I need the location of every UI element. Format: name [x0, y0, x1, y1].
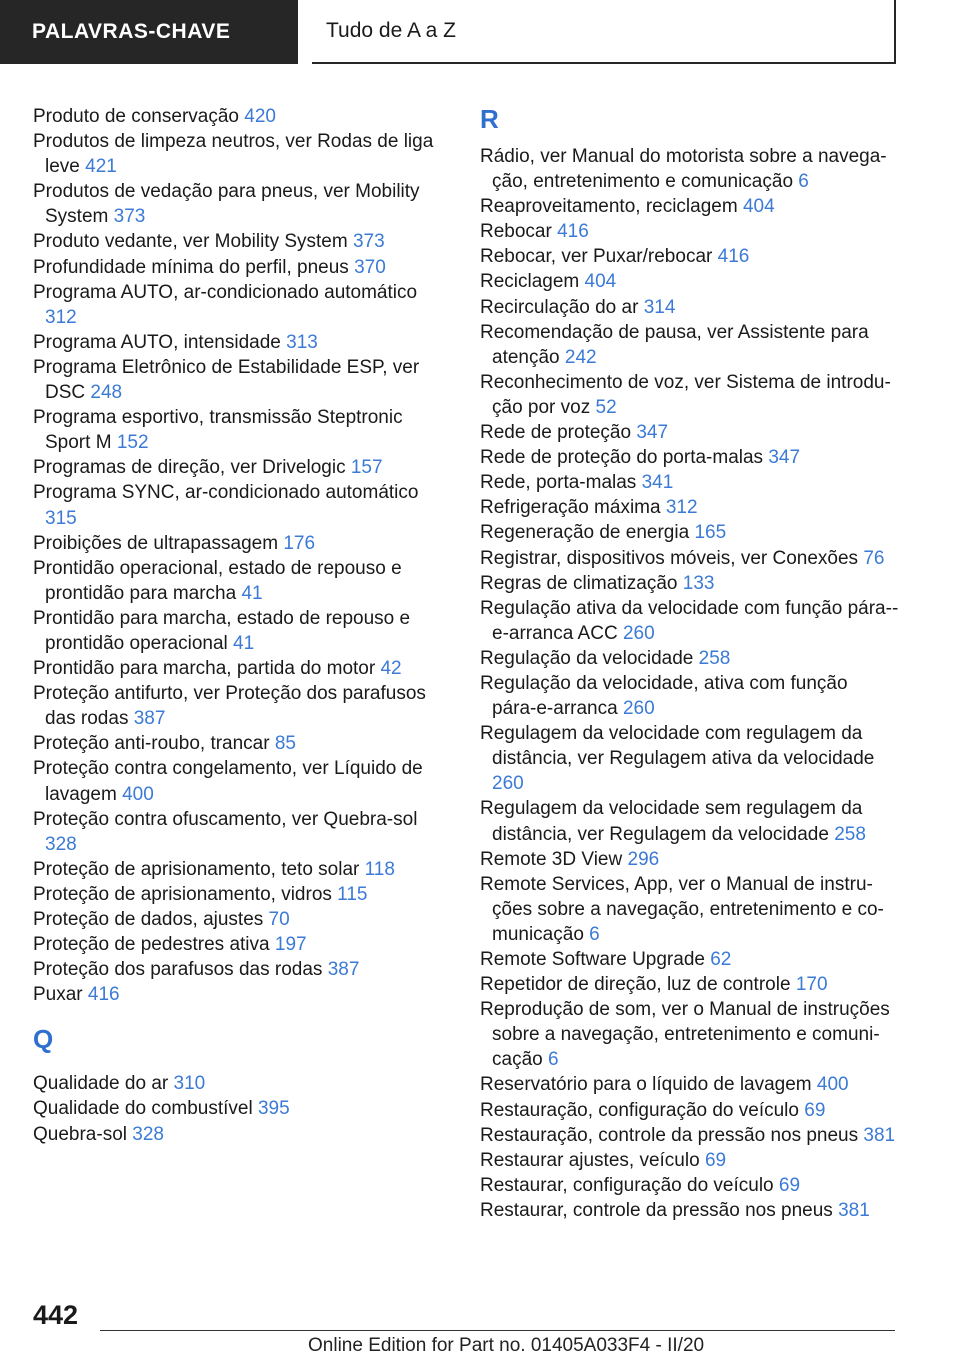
index-page-link[interactable]: 328: [45, 833, 77, 855]
index-entry: [480, 1148, 900, 1173]
index-entry-text: Proibições de ultrapassagem: [33, 532, 279, 554]
index-entry-text: Rebocar: [480, 221, 552, 243]
index-entry: [480, 495, 900, 520]
index-entry: [33, 355, 438, 405]
index-page-link[interactable]: 370: [354, 256, 386, 278]
index-entry-text: Regras de climatização: [480, 572, 678, 594]
index-entry-text: Reaproveitamento, reciclagem: [480, 196, 738, 218]
index-column-left: [33, 104, 438, 1147]
index-entry-text: Remote 3D View: [480, 848, 623, 870]
index-page-link[interactable]: 310: [173, 1073, 206, 1095]
index-entry: [33, 531, 438, 556]
index-entry-text: Refrigeração máxima: [480, 497, 661, 519]
index-entry: [480, 847, 900, 872]
index-page-link[interactable]: 242: [564, 346, 597, 368]
index-entry: [33, 756, 438, 806]
index-entry-text: Puxar: [33, 984, 83, 1006]
index-page-link[interactable]: 41: [241, 582, 263, 604]
index-entry-text: Regulação da velocidade: [480, 647, 694, 669]
index-page-link[interactable]: 42: [380, 658, 402, 680]
index-entry: [480, 470, 900, 495]
index-entry-text: Prontidão para marcha, estado de repouso e prontidão operacional: [33, 607, 411, 654]
index-entry-text: Proteção contra congelamento, ver Líquido de lavagem: [33, 758, 423, 805]
index-entry-text: Proteção de aprisionamento, vidros: [33, 883, 332, 905]
index-entry: [480, 596, 900, 646]
subsection-tab: Tudo de A a Z: [312, 0, 896, 64]
index-page-link[interactable]: 313: [286, 331, 318, 353]
index-page-link[interactable]: 69: [778, 1174, 801, 1196]
index-entry: [480, 796, 900, 846]
index-entry-text: Recomendação de pausa, ver Assistente para atenção: [480, 321, 869, 368]
index-list-q: [33, 1071, 438, 1146]
index-entry: [33, 129, 438, 179]
index-entry-text: Programa SYNC, ar-condicionado automático: [33, 482, 419, 504]
page-number: 442: [33, 1300, 79, 1330]
index-entry: [33, 1071, 438, 1096]
index-page-link[interactable]: 62: [710, 949, 732, 970]
index-entry-text: Remote Software Upgrade: [480, 949, 705, 970]
index-entry-text: Rede de proteção: [480, 422, 632, 444]
index-entry-text: Repetidor de direção, luz de controle: [480, 974, 791, 996]
index-entry-text: Programa AUTO, ar-condicionado automático: [33, 281, 418, 303]
index-entry: [480, 947, 900, 972]
index-entry: [480, 370, 900, 420]
index-entry-text: Quebra-sol: [33, 1123, 127, 1145]
index-entry-text: Restaurar, configuração do veículo: [480, 1174, 774, 1196]
index-entry: [33, 882, 438, 907]
index-entry-text: Proteção de aprisionamento, teto solar: [33, 858, 360, 880]
index-entry-text: Restauração, controle da pressão nos pneus: [480, 1124, 859, 1146]
index-entry-text: Programa Eletrônico de Estabilidade ESP, ver DSC: [33, 356, 420, 404]
footer-divider: [100, 1330, 895, 1331]
index-entry-text: Regulagem da velocidade sem regulagem da distância, ver Regulagem da velocidade: [480, 798, 863, 845]
index-page-link[interactable]: 260: [622, 622, 655, 644]
index-entry: [33, 731, 438, 756]
index-entry-text: Programas de direção, ver Drivelogic: [33, 457, 346, 479]
index-page-link[interactable]: 260: [492, 773, 524, 795]
index-entry-text: Prontidão para marcha, partida do motor: [33, 658, 376, 680]
edition-note: Online Edition for Part no. 01405A033F4 - II/20: [308, 1335, 705, 1356]
index-entry-text: Proteção anti-roubo, trancar: [33, 733, 270, 755]
index-entry: [33, 480, 438, 530]
index-page-link[interactable]: 69: [804, 1099, 826, 1121]
index-page-link[interactable]: 347: [768, 447, 801, 469]
index-entry-text: Regulagem da velocidade com regulagem da distância, ver Regulagem ativa da velocidade: [480, 723, 875, 770]
index-page-link[interactable]: 312: [45, 306, 77, 328]
index-entry: [480, 269, 900, 294]
index-entry: [33, 857, 438, 882]
index-entry-text: Reconhecimento de voz, ver Sistema de introdução por voz: [480, 371, 891, 418]
index-entry: [480, 972, 900, 997]
index-entry-text: Rádio, ver Manual do motorista sobre a navegação, entretenimento e comunicação: [480, 146, 887, 193]
index-entry-text: Produtos de vedação para pneus, ver Mobility System: [33, 181, 420, 228]
index-entry-text: Recirculação do ar: [480, 296, 639, 318]
index-entry-text: Registrar, dispositivos móveis, ver Conexões: [480, 547, 859, 569]
index-entry-text: Prontidão operacional, estado de repouso e prontidão para marcha: [33, 557, 402, 604]
index-page-link[interactable]: 347: [636, 422, 669, 444]
index-entry: [33, 656, 438, 681]
index-entry: [33, 229, 438, 254]
index-entry-text: Reciclagem: [480, 271, 580, 293]
index-page-link[interactable]: 312: [665, 497, 698, 519]
index-entry: [480, 1072, 900, 1097]
index-page-link[interactable]: 395: [257, 1098, 290, 1120]
index-page-link[interactable]: 76: [863, 547, 885, 569]
index-entry: [480, 219, 900, 244]
index-page-link[interactable]: 400: [122, 783, 154, 805]
index-page-link[interactable]: 152: [116, 432, 149, 454]
index-entry: [480, 571, 900, 596]
index-page-link[interactable]: 381: [863, 1124, 896, 1146]
index-entry: [33, 907, 438, 932]
page-header: [0, 0, 960, 66]
index-entry: [33, 179, 438, 229]
index-page-link[interactable]: 420: [244, 106, 276, 127]
index-entry: [480, 144, 900, 194]
index-page-link[interactable]: 373: [352, 231, 385, 253]
index-entry-text: Rede, porta-malas: [480, 472, 637, 494]
index-entry: [480, 1198, 900, 1223]
index-page-link[interactable]: 170: [795, 974, 828, 996]
index-entry-text: Regulação da velocidade, ativa com função pára-e-arranca: [480, 672, 848, 720]
index-entry-text: Proteção antifurto, ver Proteção dos parafusos das rodas: [33, 683, 426, 730]
index-entry-text: Qualidade do ar: [33, 1073, 169, 1095]
index-entry: [33, 405, 438, 455]
index-page-link[interactable]: 314: [643, 296, 676, 318]
index-page-link[interactable]: 118: [364, 858, 395, 880]
index-entry-text: Rebocar, ver Puxar/rebocar: [480, 246, 713, 268]
index-entry-text: Proteção dos parafusos das rodas: [33, 959, 323, 981]
index-page-link[interactable]: 404: [742, 196, 775, 218]
index-page-link[interactable]: 341: [641, 472, 674, 494]
index-entry: [33, 556, 438, 606]
index-page-link[interactable]: 381: [838, 1199, 870, 1221]
index-page-link[interactable]: 165: [694, 522, 727, 544]
index-entry: [33, 1122, 438, 1147]
index-entry: [480, 445, 900, 470]
index-entry-text: Restaurar ajustes, veículo: [480, 1149, 700, 1171]
index-entry-text: Produtos de limpeza neutros, ver Rodas de liga leve: [33, 131, 434, 178]
index-entry-text: Proteção de dados, ajustes: [33, 909, 264, 930]
index-entry: [33, 255, 438, 280]
index-entry: [33, 606, 438, 656]
index-entry: [480, 420, 900, 445]
index-page-link[interactable]: 69: [704, 1149, 727, 1171]
index-entry: [480, 872, 900, 947]
index-entry-text: Regeneração de energia: [480, 522, 690, 544]
index-page-link[interactable]: 197: [274, 934, 307, 956]
index-entry-text: Restauração, configuração do veículo: [480, 1099, 799, 1121]
tab-separator: [298, 0, 312, 64]
index-entry: [33, 932, 438, 957]
index-list-p: [33, 104, 438, 1007]
index-page-link[interactable]: 52: [595, 396, 617, 418]
index-page-link[interactable]: 6: [798, 171, 809, 193]
index-page-link[interactable]: 416: [717, 246, 750, 268]
index-entry-text: Programa esportivo, transmissão Steptronic Sport M: [33, 407, 403, 454]
index-page-link[interactable]: 315: [45, 507, 77, 529]
index-page-link[interactable]: 258: [834, 823, 866, 845]
index-page-link[interactable]: 421: [85, 156, 117, 178]
index-entry-text: Proteção contra ofuscamento, ver Quebra-sol: [33, 808, 418, 830]
index-entry: [480, 194, 900, 219]
index-page-link[interactable]: 296: [627, 848, 660, 870]
index-entry: [480, 546, 900, 571]
index-page-link[interactable]: 404: [584, 271, 617, 293]
index-entry: [33, 330, 438, 355]
index-entry: [33, 807, 438, 857]
index-page-link[interactable]: 6: [589, 923, 600, 945]
index-list-r: [480, 144, 900, 1223]
index-page-link[interactable]: 157: [350, 457, 383, 479]
index-entry: [33, 104, 438, 129]
index-page-link[interactable]: 416: [87, 984, 120, 1006]
index-entry: [480, 997, 900, 1072]
index-page-link[interactable]: 416: [557, 221, 589, 243]
index-entry-text: Rede de proteção do porta-malas: [480, 447, 764, 469]
section-tab: PALAVRAS-CHAVE: [0, 0, 298, 64]
index-entry: [480, 520, 900, 545]
index-entry: [480, 1123, 900, 1148]
index-page-link[interactable]: 176: [283, 532, 316, 554]
index-entry: [480, 320, 900, 370]
index-entry-text: Produto vedante, ver Mobility System: [33, 231, 348, 253]
index-entry: [33, 982, 438, 1007]
index-entry: [480, 671, 900, 721]
index-page-link[interactable]: 70: [268, 909, 290, 930]
index-entry-text: Proteção de pedestres ativa: [33, 934, 270, 956]
index-page-link[interactable]: 387: [327, 959, 360, 981]
index-entry-text: Restaurar, controle da pressão nos pneus: [480, 1199, 833, 1221]
index-page-link[interactable]: 373: [113, 206, 146, 228]
index-entry-text: Produto de conservação: [33, 106, 239, 127]
index-entry: [480, 721, 900, 796]
index-entry-text: Reprodução de som, ver o Manual de instruções sobre a navegação, entretenimento e comunicação: [480, 999, 890, 1071]
index-page-link[interactable]: 85: [274, 733, 296, 755]
index-page-link[interactable]: 6: [547, 1049, 559, 1071]
index-entry: [480, 1098, 900, 1123]
index-page-link[interactable]: 133: [682, 572, 715, 594]
index-entry-text: Programa AUTO, intensidade: [33, 331, 281, 353]
index-letter-r: R: [480, 104, 499, 134]
index-entry-text: Profundidade mínima do perfil, pneus: [33, 256, 349, 278]
index-page-link[interactable]: 258: [698, 647, 731, 669]
index-page-link[interactable]: 387: [133, 708, 166, 730]
index-entry-text: Qualidade do combustível: [33, 1098, 253, 1120]
index-entry: [33, 1096, 438, 1121]
index-page-link[interactable]: 41: [233, 632, 255, 654]
index-letter-q: Q: [33, 1024, 54, 1055]
index-entry: [33, 681, 438, 731]
index-entry: [33, 280, 438, 330]
index-entry: [33, 957, 438, 982]
index-page-link[interactable]: 328: [132, 1123, 164, 1145]
index-page-link[interactable]: 248: [90, 382, 123, 404]
index-page-link[interactable]: 260: [622, 698, 655, 720]
index-entry-text: Remote Services, App, ver o Manual de instruções sobre a navegação, entretenimento e comunicação: [480, 873, 884, 945]
index-entry: [480, 295, 900, 320]
index-entry-text: Regulação ativa da velocidade com função pára-e-arranca ACC: [480, 597, 899, 644]
index-page-link[interactable]: 400: [816, 1074, 849, 1096]
index-entry: [480, 646, 900, 671]
index-entry: [480, 1173, 900, 1198]
index-entry: [480, 244, 900, 269]
index-entry: [33, 455, 438, 480]
index-entry-text: Reservatório para o líquido de lavagem: [480, 1074, 812, 1096]
index-page-link[interactable]: 115: [337, 883, 368, 905]
index-column-right: [480, 104, 900, 1223]
